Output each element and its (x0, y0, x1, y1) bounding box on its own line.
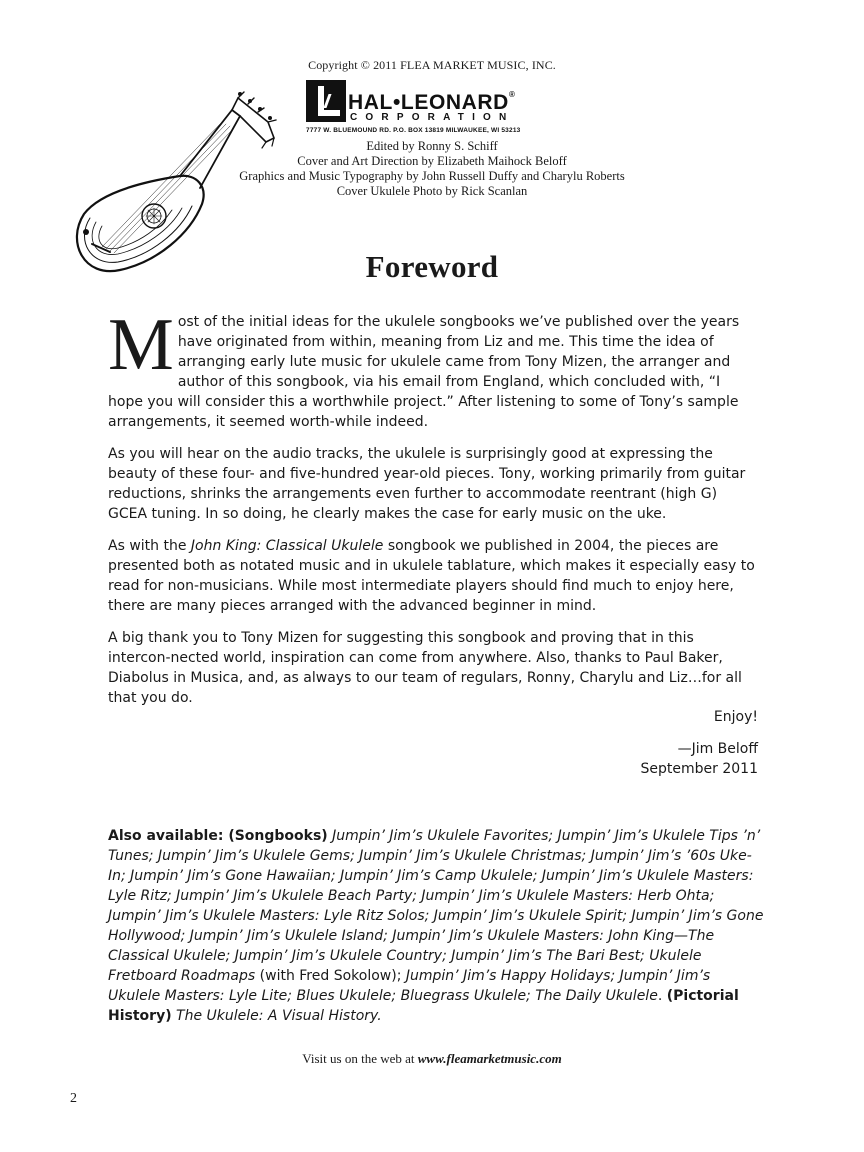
pictorial-history-label: (Pictorial History) (108, 988, 739, 1024)
book-title: John King: Classical Ukulele (190, 538, 384, 554)
history-title: The Ukulele: A Visual History. (171, 1008, 382, 1024)
lute-illustration-icon (62, 82, 292, 277)
signoff-enjoy: Enjoy! (713, 709, 758, 725)
publisher-address: 7777 W. BLUEMOUND RD. P.O. BOX 13819 MILWAUKEE, WI 53213 (306, 127, 521, 134)
paragraph: As you will hear on the audio tracks, the ukulele is surprisingly good at expressing the beauty of these four- and five-hundred year-old pieces. Tony, working primarily from guitar reductions, shrinks the arrangements even further to accommodate reentrant (high G) GCEA tuning. In so doing, he clearly makes the case for early music on the uke. (108, 446, 746, 522)
web-line: Visit us on the web at www.fleamarketmusic.com (302, 1051, 562, 1066)
signoff (500, 707, 758, 779)
page-number: 2 (70, 1091, 77, 1106)
signoff-author: —Jim Beloff (677, 741, 758, 757)
credit-line: Edited by Ronny S. Schiff (366, 139, 498, 153)
paragraph: A big thank you to Tony Mizen for suggesting this songbook and proving that in this intercon-nected world, inspiration can come from anywhere. Also, thanks to Paul Baker, Diabolus in Musica, and, as always to our team of regulars, Ronny, Charylu and Liz…for all that you do. (108, 630, 742, 706)
credit-line: Cover Ukulele Photo by Rick Scanlan (336, 184, 528, 198)
publisher-corporation: CORPORATION (350, 112, 515, 123)
also-available-label: Also available: (Songbooks) (108, 828, 328, 844)
paragraph: Most of the initial ideas for the ukulele songbooks we’ve published over the years have originated from within, meaning from Liz and me. This time the idea of arranging early lute music for ukulele came from Tony Mizen, the arranger and author of this songbook, via his email from England, which concluded with, “I hope you will consider this a worthwhile project.” After listening to some of Tony’s sample arrangements, it seemed worth-while indeed. (108, 304, 740, 430)
signoff-date: September 2011 (640, 761, 758, 777)
publisher-name: HAL•LEONARD® (348, 90, 516, 114)
hal-leonard-mark-icon (306, 80, 346, 122)
songbook-list: Jumpin’ Jim’s Ukulele Favorites; Jumpin’ Jim’s Ukulele Tips ’n’ Tunes; Jumpin’ Jim’s Ukulele Gems; Jumpin’ Jim’s Ukulele Christmas; Jumpin’ Jim’s ’60s Uke-In; Jumpin’ Jim’s Gone Hawaiian; Jumpin’ Jim’s Camp Ukulele; Jumpin’ Jim’s Ukulele Masters: Lyle Ritz; Jumpin’ Jim’s Ukulele Beach Party; Jumpin’ Jim’s Ukulele Masters: Herb Ohta; Jumpin’ Jim’s Ukulele Masters: Lyle Ritz Solos; Jumpin’ Jim’s Ukulele Spirit; Jumpin’ Jim’s Gone Hollywood; Jumpin’ Jim’s Ukulele Island; Jumpin’ Jim’s Ukulele Masters: John King—The Classical Ukulele; Jumpin’ Jim’s Ukulele Country; Jumpin’ Jim’s The Bari Best; Ukulele Fretboard Roadmaps (108, 828, 764, 984)
drop-cap: M (108, 304, 174, 386)
hal-leonard-logo (304, 78, 564, 138)
foreword-body (108, 304, 758, 720)
copyright-line: Copyright © 2011 FLEA MARKET MUSIC, INC. (308, 58, 556, 72)
website-link[interactable]: www.fleamarketmusic.com (417, 1051, 562, 1066)
paragraph: As with the John King: Classical Ukulele songbook we published in 2004, the pieces are presented both as notated music and in ukulele tablature, which makes it especially easy to read for non-musicians. While most intermediate players should find much to enjoy here, there are many pieces arranged with the advanced beginner in mind. (108, 538, 755, 614)
also-available: Also available: (Songbooks) Jumpin’ Jim’s Ukulele Favorites; Jumpin’ Jim’s Ukulele Tips ’n’ Tunes; Jumpin’ Jim’s Ukulele Gems; Jumpin’ Jim’s Ukulele Christmas; Jumpin’ Jim’s ’60s Uke-In; Jumpin’ Jim’s Gone Hawaiian; Jumpin’ Jim’s Camp Ukulele; Jumpin’ Jim’s Ukulele Masters: Lyle Ritz; Jumpin’ Jim’s Ukulele Beach Party; Jumpin’ Jim’s Ukulele Masters: Herb Ohta; Jumpin’ Jim’s Ukulele Masters: Lyle Ritz Solos; Jumpin’ Jim’s Ukulele Spirit; Jumpin’ Jim’s Gone Hollywood; Jumpin’ Jim’s Ukulele Island; Jumpin’ Jim’s Ukulele Masters: John King—The Classical Ukulele; Jumpin’ Jim’s Ukulele Country; Jumpin’ Jim’s The Bari Best; Ukulele Fretboard Roadmaps (with Fred Sokolow); Jumpin’ Jim’s Happy Holidays; Jumpin’ Jim’s Ukulele Masters: Lyle Lite; Blues Ukulele; Bluegrass Ukulele; The Daily Ukulele. (Pictorial History) The Ukulele: A Visual History. (108, 828, 764, 1024)
page-title: Foreword (365, 249, 499, 284)
songbook-list: Jumpin’ Jim’s Happy Holidays; Jumpin’ Jim’s Ukulele Masters: Lyle Lite; Blues Ukulele; Bluegrass Ukulele; The Daily Ukulele (108, 968, 711, 1004)
credit-line: Graphics and Music Typography by John Russell Duffy and Charylu Roberts (239, 169, 625, 183)
credit-line: Cover and Art Direction by Elizabeth Maihock Beloff (297, 154, 567, 168)
